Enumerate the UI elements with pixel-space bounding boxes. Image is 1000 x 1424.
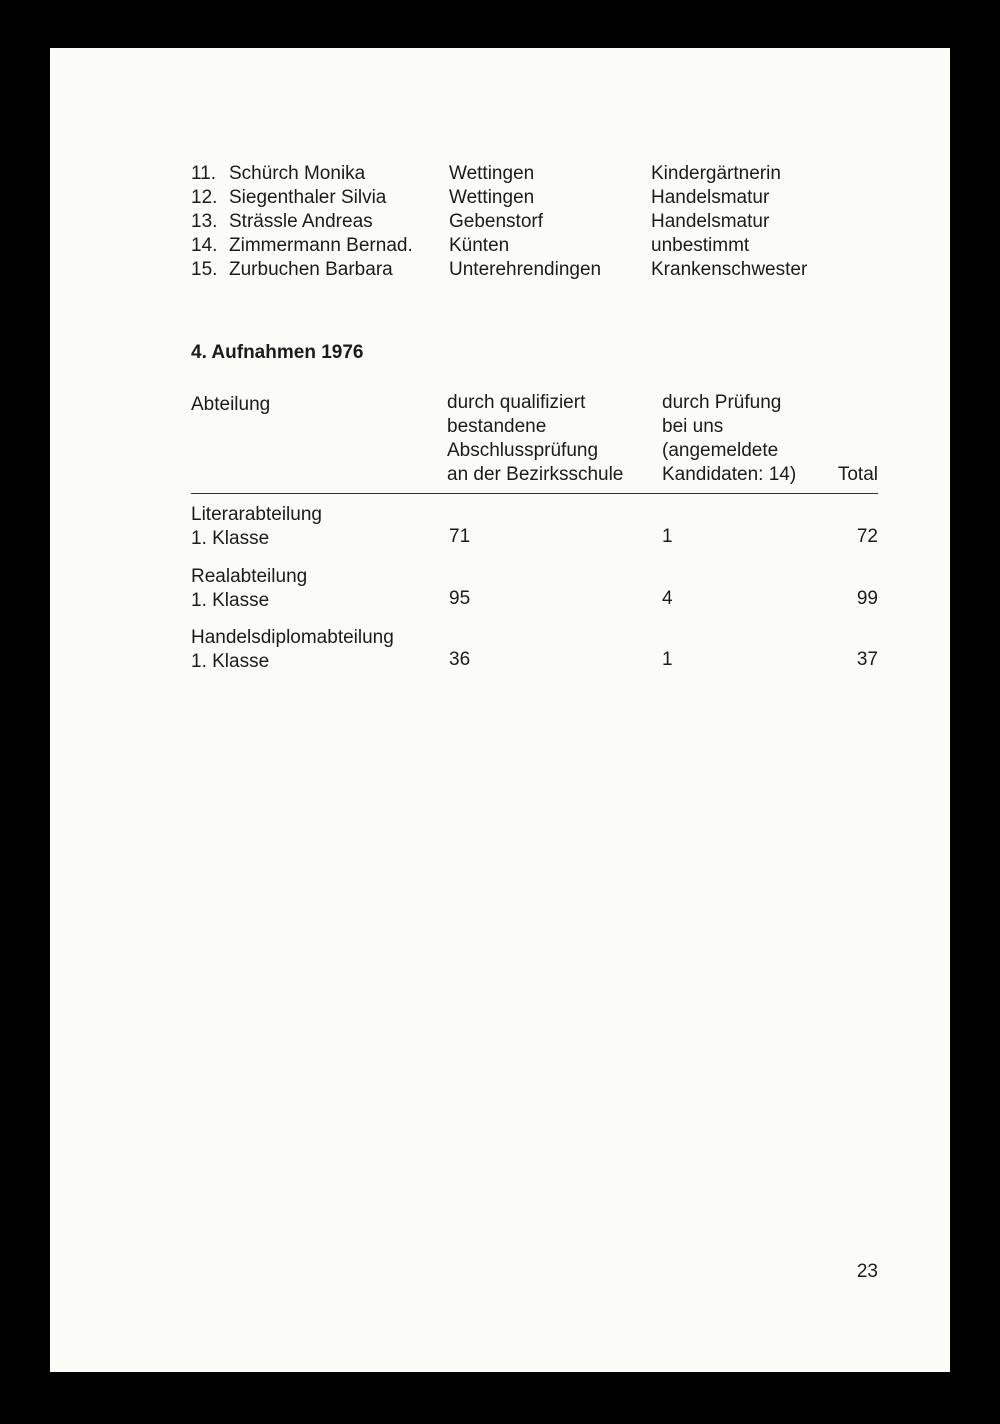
- header-qualified-line: durch qualifiziert: [447, 392, 586, 413]
- row-department: Handelsdiplomabteilung: [191, 627, 394, 648]
- header-exam-line: durch Prüfung: [662, 392, 782, 413]
- student-place: Wettingen: [449, 187, 535, 208]
- row-qualified: 36: [449, 649, 471, 670]
- row-department: Literarabteilung: [191, 504, 322, 525]
- student-profession: unbestimmt: [651, 235, 750, 256]
- student-place: Gebenstorf: [449, 211, 543, 232]
- row-total: 72: [856, 526, 878, 547]
- section-title: 4. Aufnahmen 1976: [191, 342, 364, 363]
- header-exam-line: (angemeldete: [662, 440, 779, 461]
- row-exam: 1: [662, 526, 673, 547]
- student-profession: Krankenschwester: [651, 259, 808, 280]
- row-exam: 4: [662, 588, 673, 609]
- row-qualified: 71: [449, 526, 471, 547]
- student-number: 13.: [191, 211, 218, 232]
- student-profession: Handelsmatur: [651, 211, 770, 232]
- student-name: Schürch Monika: [229, 163, 366, 184]
- student-profession: Kindergärtnerin: [651, 163, 781, 184]
- header-exam: [662, 391, 796, 487]
- page-number: 23: [856, 1261, 878, 1282]
- header-qualified: [447, 391, 623, 487]
- student-number: 12.: [191, 187, 218, 208]
- header-qualified-line: bestandene: [447, 416, 547, 437]
- student-place: Wettingen: [449, 163, 535, 184]
- row-total: 37: [856, 649, 878, 670]
- row-total: 99: [856, 588, 878, 609]
- table-divider: [191, 493, 878, 494]
- student-place: Künten: [449, 235, 510, 256]
- student-profession: Handelsmatur: [651, 187, 770, 208]
- header-qualified-line: Abschlussprüfung: [447, 440, 599, 461]
- row-class: 1. Klasse: [191, 590, 270, 611]
- header-exam-line: Kandidaten: 14): [662, 464, 797, 485]
- header-qualified-line: an der Bezirksschule: [447, 464, 624, 485]
- header-abteilung: Abteilung: [191, 394, 271, 415]
- row-exam: 1: [662, 649, 673, 670]
- student-name: Siegenthaler Silvia: [229, 187, 387, 208]
- header-exam-line: bei uns: [662, 416, 724, 437]
- row-class: 1. Klasse: [191, 651, 270, 672]
- row-class: 1. Klasse: [191, 528, 270, 549]
- student-name: Zurbuchen Barbara: [229, 259, 393, 280]
- row-department: Realabteilung: [191, 566, 308, 587]
- student-number: 14.: [191, 235, 218, 256]
- student-number: 15.: [191, 259, 218, 280]
- student-name: Zimmermann Bernad.: [229, 235, 413, 256]
- student-place: Unterehrendingen: [449, 259, 602, 280]
- header-total: Total: [837, 464, 878, 485]
- document-page: [50, 48, 950, 1372]
- student-name: Strässle Andreas: [229, 211, 373, 232]
- row-qualified: 95: [449, 588, 471, 609]
- student-number: 11.: [191, 163, 217, 184]
